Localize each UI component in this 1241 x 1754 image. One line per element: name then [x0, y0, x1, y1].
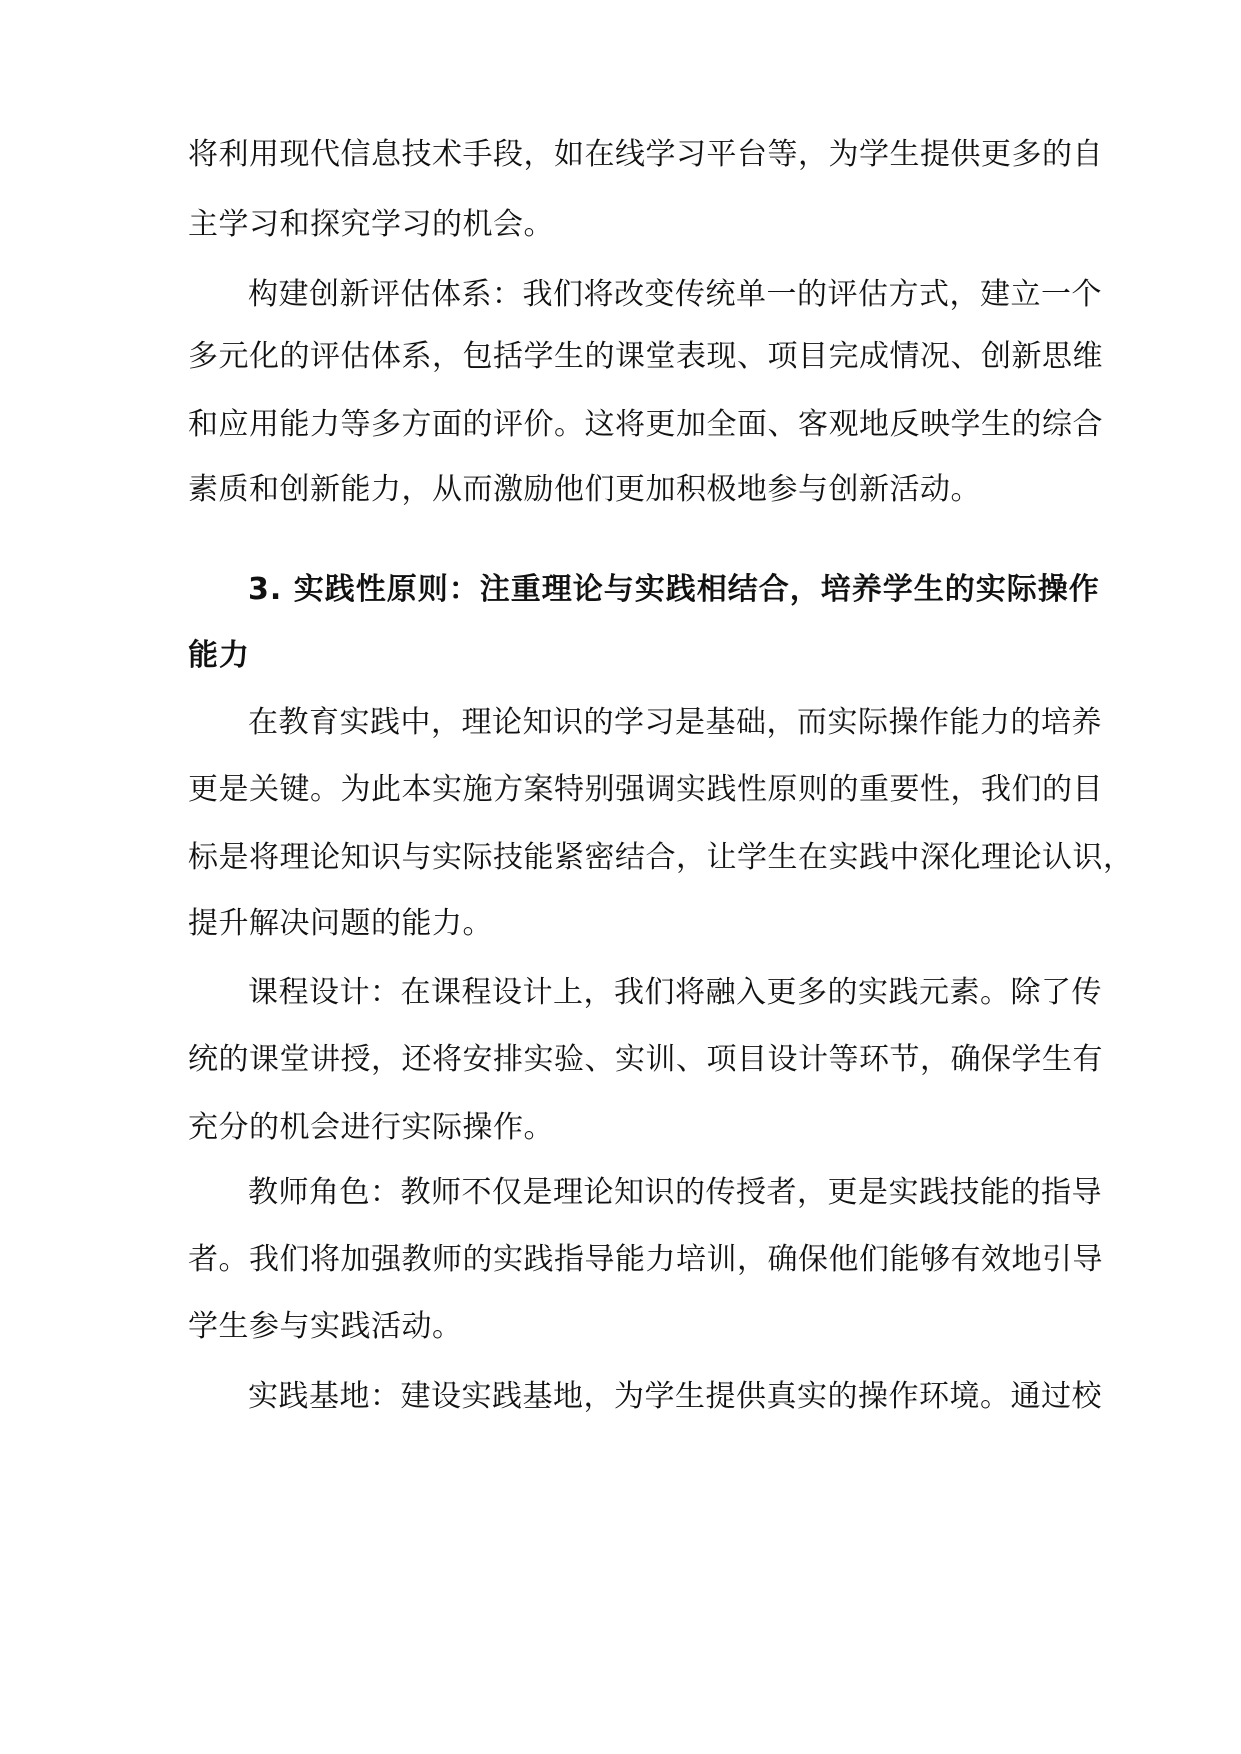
paragraph-line: 实践基地：建设实践基地，为学生提供真实的操作环境。通过校 — [248, 1379, 1102, 1414]
paragraph-line: 主学习和探究学习的机会。 — [188, 207, 554, 242]
paragraph-line: 更是关键。为此本实施方案特别强调实践性原则的重要性，我们的目 — [188, 772, 1103, 807]
paragraph-line: 在教育实践中，理论知识的学习是基础，而实际操作能力的培养 — [248, 705, 1102, 740]
paragraph-line: 多元化的评估体系，包括学生的课堂表现、项目完成情况、创新思维 — [188, 339, 1103, 374]
paragraph-line: 教师角色：教师不仅是理论知识的传授者，更是实践技能的指导 — [248, 1175, 1102, 1210]
paragraph-line: 标是将理论知识与实际技能紧密结合，让学生在实践中深化理论认识， — [188, 840, 1134, 875]
paragraph-line: 提升解决问题的能力。 — [188, 906, 493, 941]
paragraph-line: 统的课堂讲授，还将安排实验、实训、项目设计等环节，确保学生有 — [188, 1042, 1103, 1077]
paragraph-line: 课程设计：在课程设计上，我们将融入更多的实践元素。除了传 — [248, 975, 1102, 1010]
paragraph-line: 学生参与实践活动。 — [188, 1309, 463, 1344]
section-heading-line: 3. 实践性原则：注重理论与实践相结合，培养学生的实际操作 — [248, 572, 1100, 607]
paragraph-line: 构建创新评估体系：我们将改变传统单一的评估方式，建立一个 — [248, 277, 1102, 312]
paragraph-line: 者。我们将加强教师的实践指导能力培训，确保他们能够有效地引导 — [188, 1242, 1103, 1277]
paragraph-line: 素质和创新能力，从而激励他们更加积极地参与创新活动。 — [188, 472, 981, 507]
section-heading-line: 能力 — [188, 638, 250, 673]
paragraph-line: 和应用能力等多方面的评价。这将更加全面、客观地反映学生的综合 — [188, 407, 1103, 442]
paragraph-line: 将利用现代信息技术手段，如在线学习平台等，为学生提供更多的自 — [188, 137, 1103, 172]
paragraph-line: 充分的机会进行实际操作。 — [188, 1110, 554, 1145]
